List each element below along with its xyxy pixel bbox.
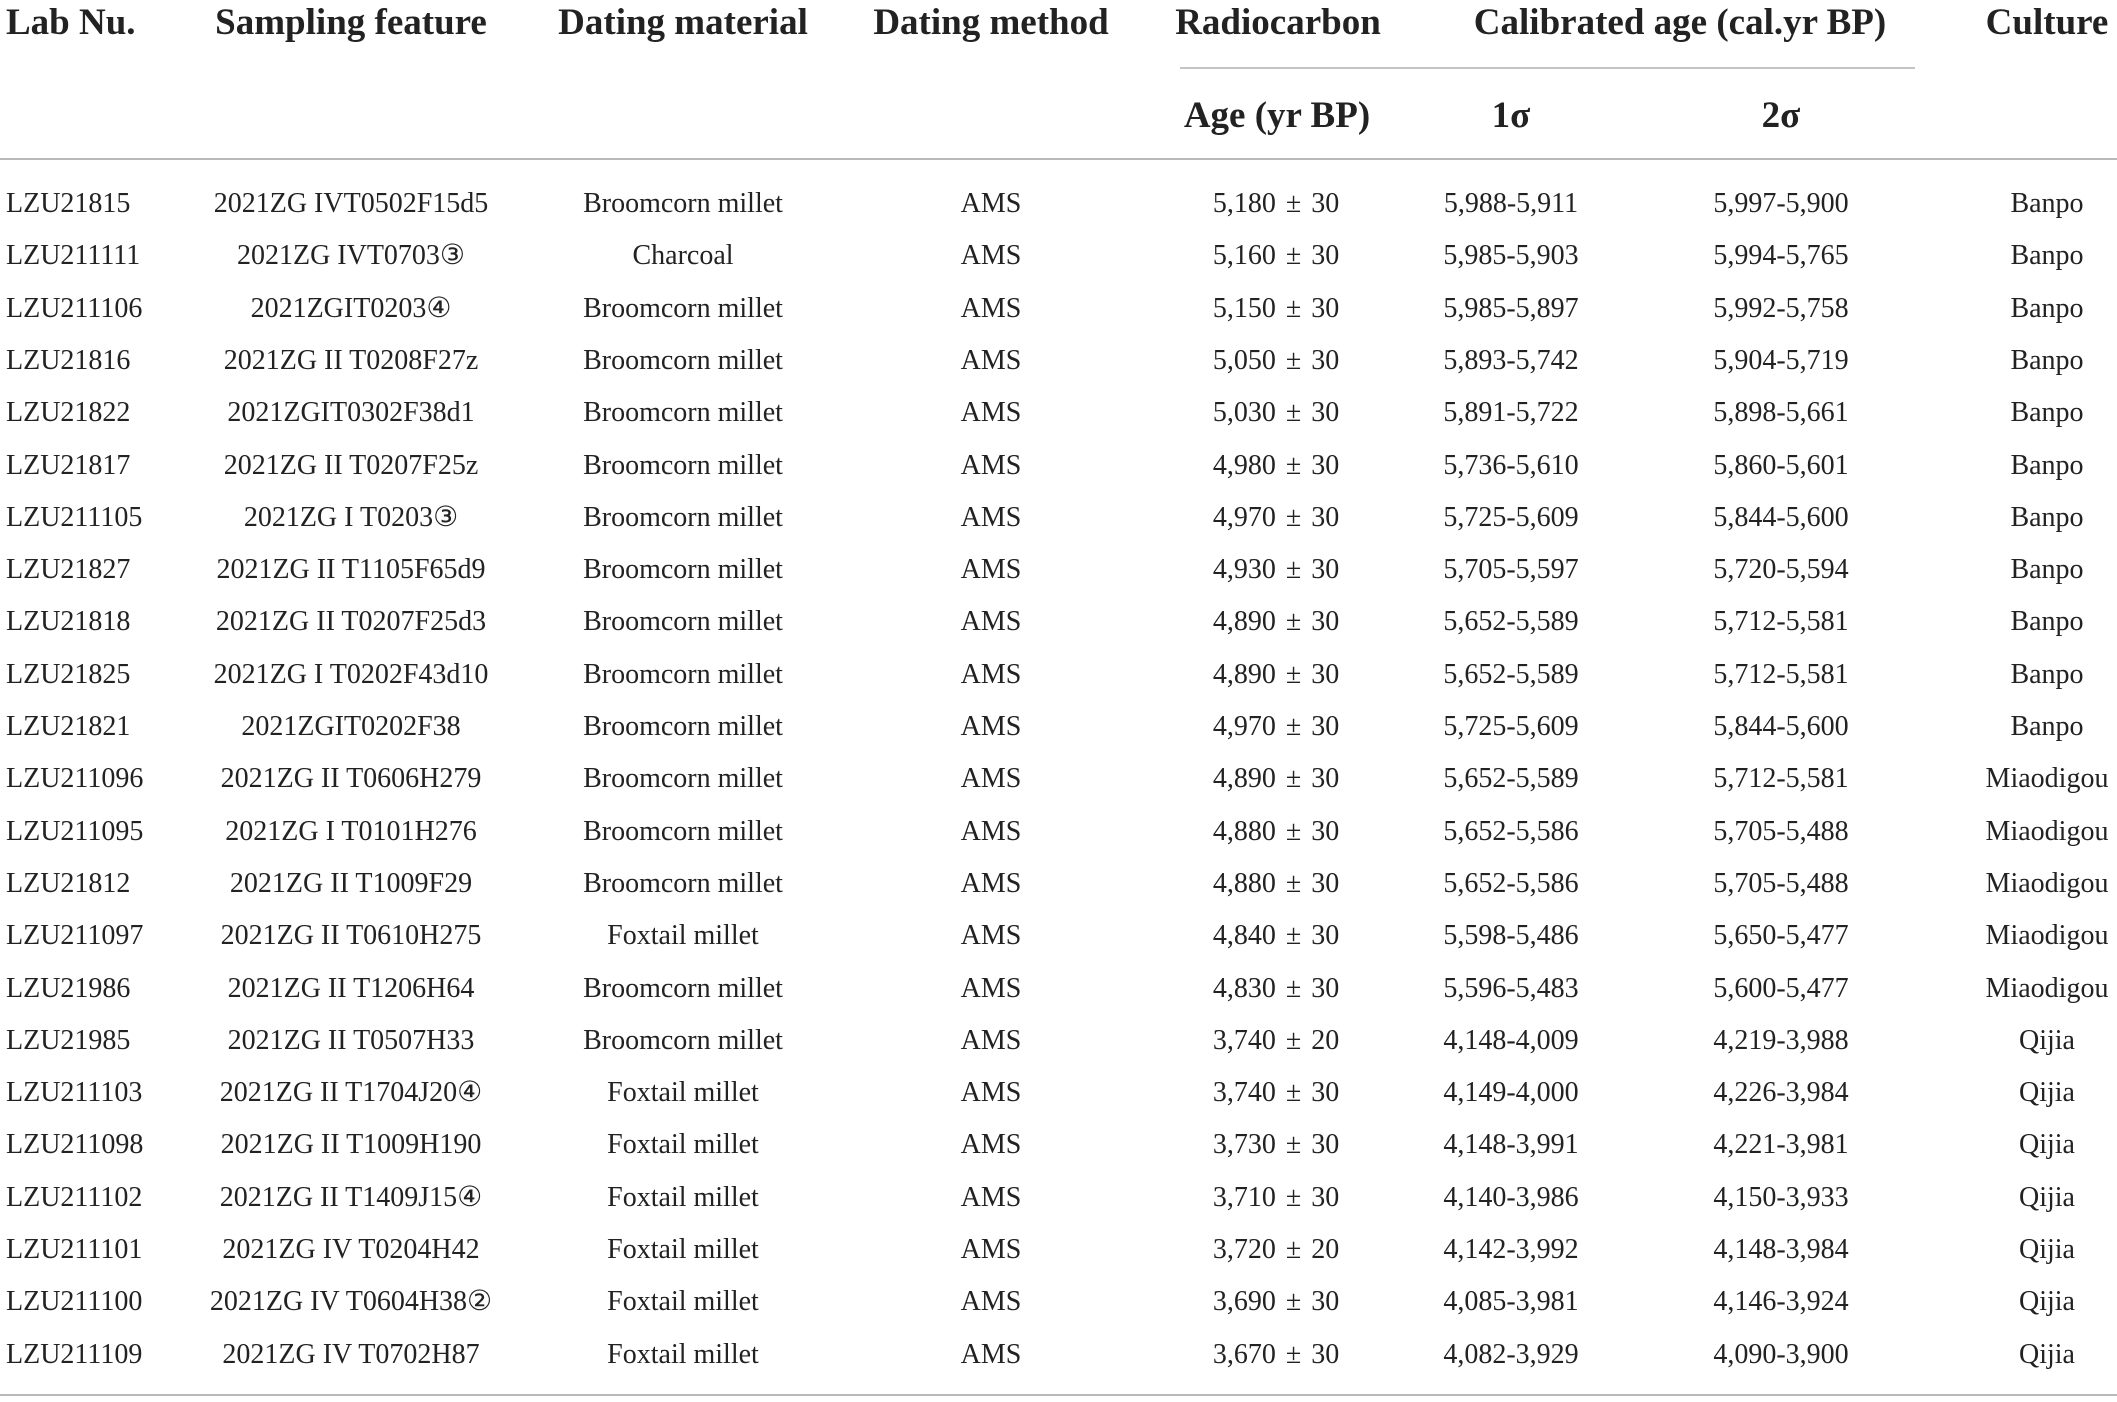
cell-sampling-feature: 2021ZG II T0208F27z <box>223 344 479 376</box>
cell-sigma-2: 5,844-5,600 <box>1713 501 1849 533</box>
cell-culture: Qijia <box>2019 1338 2075 1370</box>
cell-dating-method: AMS <box>960 1286 1022 1318</box>
cell-sigma-1: 5,652-5,589 <box>1443 658 1579 690</box>
plus-minus-symbol: ± <box>1285 606 1302 638</box>
cell-dating-method: AMS <box>960 815 1022 847</box>
cell-sampling-feature: 2021ZG I T0203③ <box>243 501 459 533</box>
cell-sigma-2: 5,904-5,719 <box>1713 344 1849 376</box>
cell-culture: Banpo <box>2010 188 2084 219</box>
cell-sigma-2: 5,600-5,477 <box>1713 972 1849 1004</box>
cell-culture: Banpo <box>2010 711 2084 742</box>
table-row <box>0 440 2117 492</box>
header-dating-method: Dating method <box>873 2 1109 43</box>
cell-radiocarbon-age <box>1213 806 1339 858</box>
cell-sigma-2: 4,146-3,924 <box>1713 1286 1849 1318</box>
cell-radiocarbon-age <box>1213 230 1339 282</box>
age-error: 20 <box>1311 1234 1340 1265</box>
cell-sigma-2: 5,705-5,488 <box>1713 815 1849 847</box>
cell-culture: Qijia <box>2019 1077 2075 1109</box>
cell-dating-material: Broomcorn millet <box>583 344 783 376</box>
cell-culture: Qijia <box>2019 1286 2075 1318</box>
age-error: 30 <box>1311 1286 1340 1318</box>
cell-lab-number: LZU211097 <box>6 920 144 952</box>
table-row <box>0 1067 2117 1119</box>
cell-dating-material: Charcoal <box>632 240 734 272</box>
age-error: 30 <box>1311 1338 1340 1370</box>
cell-sigma-1: 4,140-3,986 <box>1443 1181 1579 1213</box>
table-row <box>0 178 2117 230</box>
cell-dating-method: AMS <box>960 397 1022 429</box>
table-row <box>0 387 2117 439</box>
cell-radiocarbon-age <box>1213 1276 1339 1328</box>
cell-lab-number: LZU211098 <box>6 1129 144 1161</box>
cell-dating-method: AMS <box>960 763 1022 795</box>
cell-dating-method: AMS <box>960 606 1022 638</box>
header-radiocarbon: Radiocarbon <box>1175 2 1381 43</box>
cell-sampling-feature: 2021ZG IVT0703③ <box>236 240 466 272</box>
plus-minus-symbol: ± <box>1285 711 1302 742</box>
age-value: 4,890 <box>1212 606 1276 638</box>
cell-sigma-1: 4,148-3,991 <box>1443 1129 1579 1161</box>
plus-minus-symbol: ± <box>1285 1024 1302 1056</box>
cell-lab-number: LZU21821 <box>6 711 131 742</box>
cell-sigma-2: 5,712-5,581 <box>1713 606 1849 638</box>
cell-radiocarbon-age <box>1213 387 1339 439</box>
cell-sampling-feature: 2021ZG II T1409J15④ <box>219 1181 483 1213</box>
cell-sampling-feature: 2021ZG IV T0204H42 <box>222 1234 480 1265</box>
cell-lab-number: LZU21827 <box>6 554 131 586</box>
cell-dating-method: AMS <box>960 1338 1022 1370</box>
cell-dating-material: Broomcorn millet <box>583 711 783 742</box>
cell-sigma-1: 5,725-5,609 <box>1443 501 1579 533</box>
cell-radiocarbon-age <box>1213 1224 1339 1276</box>
age-value: 5,050 <box>1212 344 1276 376</box>
cell-dating-material: Foxtail millet <box>607 1077 759 1109</box>
age-error: 30 <box>1311 240 1340 272</box>
plus-minus-symbol: ± <box>1285 658 1302 690</box>
plus-minus-symbol: ± <box>1285 1077 1302 1109</box>
age-error: 30 <box>1311 292 1340 324</box>
age-value: 4,830 <box>1212 972 1276 1004</box>
cell-lab-number: LZU211100 <box>6 1286 143 1318</box>
cell-sampling-feature: 2021ZG II T0606H279 <box>220 763 482 795</box>
cell-sampling-feature: 2021ZG II T0610H275 <box>220 920 482 952</box>
cell-radiocarbon-age <box>1213 701 1339 753</box>
cell-lab-number: LZU211109 <box>6 1338 143 1370</box>
cell-dating-method: AMS <box>960 867 1022 899</box>
plus-minus-symbol: ± <box>1285 240 1302 272</box>
table-row <box>0 1172 2117 1224</box>
age-value: 4,970 <box>1212 501 1276 533</box>
table-row <box>0 544 2117 596</box>
table-row <box>0 858 2117 910</box>
age-value: 4,890 <box>1212 658 1276 690</box>
cell-dating-method: AMS <box>960 240 1022 272</box>
cell-lab-number: LZU211105 <box>6 501 143 533</box>
cell-radiocarbon-age <box>1213 335 1339 387</box>
cell-sampling-feature: 2021ZG II T0207F25d3 <box>215 606 487 638</box>
cell-dating-method: AMS <box>960 1234 1022 1265</box>
age-error: 30 <box>1311 606 1340 638</box>
age-error: 30 <box>1311 972 1340 1004</box>
cell-sigma-1: 5,598-5,486 <box>1443 920 1579 952</box>
age-value: 4,880 <box>1212 867 1276 899</box>
plus-minus-symbol: ± <box>1285 1129 1302 1161</box>
cell-sigma-1: 4,149-4,000 <box>1443 1077 1579 1109</box>
cell-lab-number: LZU21817 <box>6 449 131 481</box>
age-error: 30 <box>1311 815 1340 847</box>
plus-minus-symbol: ± <box>1285 397 1302 429</box>
header-sigma-2: 2σ <box>1761 95 1801 136</box>
cell-lab-number: LZU211096 <box>6 763 144 795</box>
age-error: 30 <box>1311 920 1340 952</box>
cell-sampling-feature: 2021ZG II T1105F65d9 <box>216 554 486 586</box>
cell-radiocarbon-age <box>1213 753 1339 805</box>
cell-lab-number: LZU21818 <box>6 606 131 638</box>
cell-sigma-1: 4,142-3,992 <box>1443 1234 1579 1265</box>
cell-culture: Qijia <box>2019 1129 2075 1161</box>
cell-sampling-feature: 2021ZGIT0302F38d1 <box>227 397 475 429</box>
cell-culture: Banpo <box>2010 606 2084 638</box>
cell-lab-number: LZU21812 <box>6 867 131 899</box>
cell-lab-number: LZU211102 <box>6 1181 143 1213</box>
cell-sigma-2: 5,997-5,900 <box>1713 188 1849 219</box>
cell-dating-method: AMS <box>960 1129 1022 1161</box>
cell-culture: Banpo <box>2010 449 2084 481</box>
cell-dating-material: Broomcorn millet <box>583 188 783 219</box>
cell-lab-number: LZU211101 <box>6 1234 143 1265</box>
age-value: 3,730 <box>1212 1129 1276 1161</box>
cell-culture: Miaodigou <box>1985 920 2109 952</box>
age-error: 30 <box>1311 867 1340 899</box>
table-row <box>0 963 2117 1015</box>
cell-dating-material: Broomcorn millet <box>583 449 783 481</box>
plus-minus-symbol: ± <box>1285 867 1302 899</box>
table-row <box>0 1329 2117 1381</box>
cell-sampling-feature: 2021ZG II T1206H64 <box>227 972 475 1004</box>
cell-radiocarbon-age <box>1213 178 1339 230</box>
plus-minus-symbol: ± <box>1285 292 1302 324</box>
cell-culture: Qijia <box>2019 1181 2075 1213</box>
age-error: 30 <box>1311 1077 1340 1109</box>
cell-sigma-1: 5,705-5,597 <box>1443 554 1579 586</box>
table-row <box>0 283 2117 335</box>
cell-lab-number: LZU21822 <box>6 397 131 429</box>
cell-sigma-2: 5,844-5,600 <box>1713 711 1849 742</box>
cell-sigma-1: 4,148-4,009 <box>1443 1024 1579 1056</box>
cell-lab-number: LZU21986 <box>6 972 131 1004</box>
cell-culture: Banpo <box>2010 554 2084 586</box>
cell-sigma-1: 4,082-3,929 <box>1443 1338 1579 1370</box>
cell-sampling-feature: 2021ZG II T1704J20④ <box>219 1077 483 1109</box>
cell-sigma-2: 4,226-3,984 <box>1713 1077 1849 1109</box>
cell-dating-material: Foxtail millet <box>607 1234 759 1265</box>
age-error: 30 <box>1311 554 1340 586</box>
age-value: 3,740 <box>1212 1077 1276 1109</box>
cell-sigma-2: 5,898-5,661 <box>1713 397 1849 429</box>
plus-minus-symbol: ± <box>1285 815 1302 847</box>
cell-radiocarbon-age <box>1213 596 1339 648</box>
cell-dating-method: AMS <box>960 554 1022 586</box>
cell-dating-material: Broomcorn millet <box>583 763 783 795</box>
plus-minus-symbol: ± <box>1285 188 1302 219</box>
plus-minus-symbol: ± <box>1285 972 1302 1004</box>
cell-sigma-1: 5,891-5,722 <box>1443 397 1579 429</box>
header-bottom-rule <box>0 158 2117 160</box>
table-row <box>0 701 2117 753</box>
age-value: 4,890 <box>1212 763 1276 795</box>
cell-radiocarbon-age <box>1213 858 1339 910</box>
cell-dating-material: Broomcorn millet <box>583 554 783 586</box>
cell-dating-material: Broomcorn millet <box>583 658 783 690</box>
table-row <box>0 1224 2117 1276</box>
header-dating-material: Dating material <box>558 2 808 43</box>
table-row <box>0 1119 2117 1171</box>
cell-dating-material: Broomcorn millet <box>583 1024 783 1056</box>
cell-radiocarbon-age <box>1213 440 1339 492</box>
cell-sigma-2: 5,860-5,601 <box>1713 449 1849 481</box>
cell-dating-material: Foxtail millet <box>607 1129 759 1161</box>
cell-dating-method: AMS <box>960 972 1022 1004</box>
age-value: 5,030 <box>1212 397 1276 429</box>
cell-sigma-2: 4,219-3,988 <box>1713 1024 1849 1056</box>
cell-dating-material: Broomcorn millet <box>583 972 783 1004</box>
cell-sigma-2: 5,992-5,758 <box>1713 292 1849 324</box>
age-error: 30 <box>1311 344 1340 376</box>
table-bottom-rule <box>0 1394 2117 1396</box>
cell-sigma-1: 4,085-3,981 <box>1443 1286 1579 1318</box>
cell-lab-number: LZU211095 <box>6 815 144 847</box>
cell-dating-method: AMS <box>960 188 1022 219</box>
age-value: 3,670 <box>1212 1338 1276 1370</box>
cell-radiocarbon-age <box>1213 492 1339 544</box>
cell-sigma-1: 5,652-5,586 <box>1443 867 1579 899</box>
age-value: 5,150 <box>1212 292 1276 324</box>
plus-minus-symbol: ± <box>1285 920 1302 952</box>
cell-sigma-1: 5,596-5,483 <box>1443 972 1579 1004</box>
cell-dating-material: Broomcorn millet <box>583 815 783 847</box>
age-error: 30 <box>1311 397 1340 429</box>
cell-sampling-feature: 2021ZG II T0507H33 <box>227 1024 475 1056</box>
plus-minus-symbol: ± <box>1285 1338 1302 1370</box>
table-row <box>0 335 2117 387</box>
cell-sigma-1: 5,985-5,903 <box>1443 240 1579 272</box>
cell-culture: Miaodigou <box>1985 763 2109 795</box>
cell-sigma-2: 4,221-3,981 <box>1713 1129 1849 1161</box>
cell-sampling-feature: 2021ZG II T1009H190 <box>220 1129 482 1161</box>
cell-sigma-1: 5,652-5,589 <box>1443 763 1579 795</box>
age-error: 30 <box>1311 763 1340 795</box>
cell-culture: Miaodigou <box>1985 867 2109 899</box>
plus-minus-symbol: ± <box>1285 1181 1302 1213</box>
age-value: 4,880 <box>1212 815 1276 847</box>
cell-sigma-2: 5,712-5,581 <box>1713 658 1849 690</box>
cell-dating-method: AMS <box>960 920 1022 952</box>
cell-sigma-2: 4,090-3,900 <box>1713 1338 1849 1370</box>
cell-sigma-2: 5,712-5,581 <box>1713 763 1849 795</box>
plus-minus-symbol: ± <box>1285 1234 1302 1265</box>
cell-radiocarbon-age <box>1213 963 1339 1015</box>
cell-culture: Banpo <box>2010 292 2084 324</box>
cell-culture: Banpo <box>2010 501 2084 533</box>
age-error: 30 <box>1311 658 1340 690</box>
plus-minus-symbol: ± <box>1285 449 1302 481</box>
cell-sigma-1: 5,985-5,897 <box>1443 292 1579 324</box>
table-row <box>0 230 2117 282</box>
cell-culture: Miaodigou <box>1985 815 2109 847</box>
cell-radiocarbon-age <box>1213 649 1339 701</box>
cell-lab-number: LZU21815 <box>6 188 131 219</box>
cell-sampling-feature: 2021ZG II T1009F29 <box>229 867 473 899</box>
age-error: 20 <box>1311 1024 1340 1056</box>
cell-dating-material: Foxtail millet <box>607 920 759 952</box>
table-row <box>0 806 2117 858</box>
cell-lab-number: LZU211106 <box>6 292 143 324</box>
cell-lab-number: LZU21825 <box>6 658 131 690</box>
age-value: 4,980 <box>1212 449 1276 481</box>
cell-dating-method: AMS <box>960 449 1022 481</box>
cell-lab-number: LZU211103 <box>6 1077 143 1109</box>
cell-culture: Miaodigou <box>1985 972 2109 1004</box>
cell-culture: Banpo <box>2010 397 2084 429</box>
cell-sigma-1: 5,652-5,589 <box>1443 606 1579 638</box>
cell-dating-method: AMS <box>960 1077 1022 1109</box>
cell-radiocarbon-age <box>1213 1172 1339 1224</box>
cell-lab-number: LZU21985 <box>6 1024 131 1056</box>
age-value: 3,720 <box>1212 1234 1276 1265</box>
cell-dating-material: Foxtail millet <box>607 1286 759 1318</box>
cell-radiocarbon-age <box>1213 910 1339 962</box>
cell-sigma-1: 5,893-5,742 <box>1443 344 1579 376</box>
age-value: 3,690 <box>1212 1286 1276 1318</box>
cell-radiocarbon-age <box>1213 544 1339 596</box>
cell-dating-material: Foxtail millet <box>607 1338 759 1370</box>
cell-sigma-2: 4,150-3,933 <box>1713 1181 1849 1213</box>
age-value: 3,740 <box>1212 1024 1276 1056</box>
cell-sampling-feature: 2021ZG I T0101H276 <box>225 815 477 847</box>
age-value: 4,930 <box>1212 554 1276 586</box>
cell-culture: Qijia <box>2019 1234 2075 1265</box>
age-value: 4,970 <box>1212 711 1276 742</box>
table-row <box>0 910 2117 962</box>
cell-dating-method: AMS <box>960 658 1022 690</box>
cell-sigma-2: 5,705-5,488 <box>1713 867 1849 899</box>
plus-minus-symbol: ± <box>1285 344 1302 376</box>
cell-sigma-2: 4,148-3,984 <box>1713 1234 1849 1265</box>
cell-dating-material: Broomcorn millet <box>583 867 783 899</box>
cell-dating-material: Broomcorn millet <box>583 397 783 429</box>
plus-minus-symbol: ± <box>1285 763 1302 795</box>
cell-sigma-1: 5,988-5,911 <box>1443 188 1579 219</box>
header-sampling-feature: Sampling feature <box>215 2 487 43</box>
header-sigma-1: 1σ <box>1491 95 1531 136</box>
header-group-rule <box>1180 67 1915 69</box>
table-row <box>0 492 2117 544</box>
plus-minus-symbol: ± <box>1285 554 1302 586</box>
cell-dating-method: AMS <box>960 292 1022 324</box>
cell-dating-material: Broomcorn millet <box>583 606 783 638</box>
cell-sampling-feature: 2021ZG I T0202F43d10 <box>213 658 489 690</box>
table-row <box>0 649 2117 701</box>
age-value: 4,840 <box>1212 920 1276 952</box>
cell-radiocarbon-age <box>1213 1329 1339 1381</box>
table-row <box>0 1276 2117 1328</box>
age-error: 30 <box>1311 1181 1340 1213</box>
cell-sigma-1: 5,652-5,586 <box>1443 815 1579 847</box>
cell-culture: Banpo <box>2010 658 2084 690</box>
age-error: 30 <box>1311 449 1340 481</box>
cell-dating-material: Broomcorn millet <box>583 292 783 324</box>
cell-dating-method: AMS <box>960 501 1022 533</box>
header-age-yr-bp: Age (yr BP) <box>1183 95 1371 136</box>
cell-culture: Banpo <box>2010 240 2084 272</box>
cell-lab-number: LZU211111 <box>6 240 141 272</box>
cell-sampling-feature: 2021ZG II T0207F25z <box>223 449 479 481</box>
cell-dating-method: AMS <box>960 1024 1022 1056</box>
cell-culture: Banpo <box>2010 344 2084 376</box>
cell-radiocarbon-age <box>1213 283 1339 335</box>
age-value: 5,180 <box>1212 188 1276 219</box>
cell-sampling-feature: 2021ZG IVT0502F15d5 <box>213 188 489 219</box>
cell-radiocarbon-age <box>1213 1015 1339 1067</box>
cell-radiocarbon-age <box>1213 1067 1339 1119</box>
age-error: 30 <box>1311 711 1340 742</box>
age-error: 30 <box>1311 188 1340 219</box>
cell-dating-method: AMS <box>960 711 1022 742</box>
cell-lab-number: LZU21816 <box>6 344 131 376</box>
table-row <box>0 596 2117 648</box>
table-row <box>0 753 2117 805</box>
age-error: 30 <box>1311 501 1340 533</box>
age-value: 3,710 <box>1212 1181 1276 1213</box>
cell-dating-method: AMS <box>960 1181 1022 1213</box>
cell-sampling-feature: 2021ZG IV T0604H38② <box>209 1286 493 1318</box>
cell-radiocarbon-age <box>1213 1119 1339 1171</box>
cell-dating-method: AMS <box>960 344 1022 376</box>
cell-sampling-feature: 2021ZG IV T0702H87 <box>222 1338 480 1370</box>
cell-sampling-feature: 2021ZGIT0203④ <box>250 292 452 324</box>
header-calibrated-age: Calibrated age (cal.yr BP) <box>1473 2 1887 43</box>
cell-sigma-2: 5,650-5,477 <box>1713 920 1849 952</box>
table-row <box>0 1015 2117 1067</box>
cell-dating-material: Broomcorn millet <box>583 501 783 533</box>
cell-dating-material: Foxtail millet <box>607 1181 759 1213</box>
cell-sigma-1: 5,725-5,609 <box>1443 711 1579 742</box>
age-error: 30 <box>1311 1129 1340 1161</box>
plus-minus-symbol: ± <box>1285 501 1302 533</box>
cell-sigma-2: 5,994-5,765 <box>1713 240 1849 272</box>
cell-sigma-2: 5,720-5,594 <box>1713 554 1849 586</box>
cell-sampling-feature: 2021ZGIT0202F38 <box>241 711 461 742</box>
plus-minus-symbol: ± <box>1285 1286 1302 1318</box>
cell-sigma-1: 5,736-5,610 <box>1443 449 1579 481</box>
cell-culture: Qijia <box>2019 1024 2075 1056</box>
header-culture: Culture <box>1985 2 2109 43</box>
age-value: 5,160 <box>1212 240 1276 272</box>
header-lab-number: Lab Nu. <box>6 2 136 43</box>
